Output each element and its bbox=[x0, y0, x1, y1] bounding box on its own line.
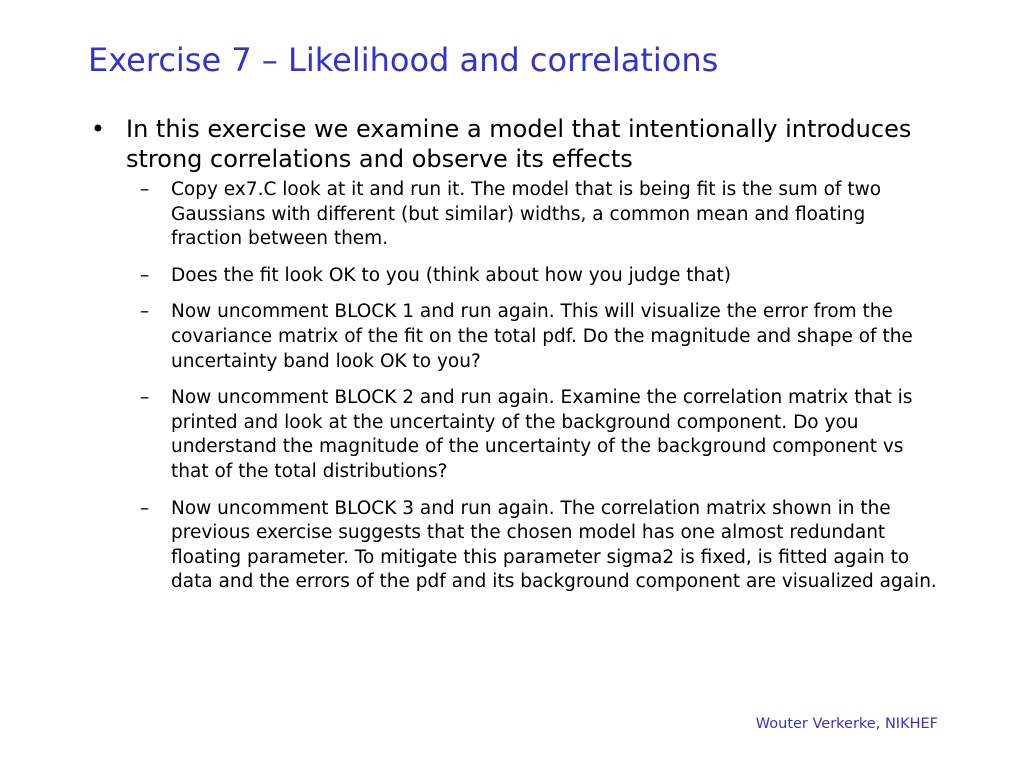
bullet-item bbox=[88, 114, 968, 174]
bullet-list bbox=[88, 114, 968, 607]
sub-bullet-text: Does the fit look OK to you (think about how you judge that) bbox=[171, 264, 732, 286]
dash-icon: – bbox=[140, 387, 150, 409]
sub-bullet-item-1 bbox=[140, 178, 940, 252]
footer-author: Wouter Verkerke, NIKHEF bbox=[755, 716, 938, 732]
sub-bullet-item-3 bbox=[140, 300, 940, 374]
sub-bullet-text: Now uncomment BLOCK 2 and run again. Examine the correlation matrix that is printed and look at the uncertainty of the background component. Do you understand the magnitude of the uncertainty of the background component vs that of the total distributions? bbox=[171, 387, 913, 482]
sub-bullet-item-2 bbox=[140, 264, 940, 289]
slide-title: Exercise 7 – Likelihood and correlations bbox=[88, 41, 719, 79]
bullet-text: In this exercise we examine a model that intentionally introduces strong correlations and observe its effects bbox=[126, 115, 912, 173]
sub-bullet-item-4 bbox=[140, 386, 940, 484]
dash-icon: – bbox=[140, 264, 150, 286]
dash-icon: – bbox=[140, 497, 150, 519]
sub-bullet-text: Now uncomment BLOCK 3 and run again. The correlation matrix shown in the previous exercise suggests that the chosen model has one almost redundant floating parameter. To mitigate this parameter sigma2 is fixed, is fitted again to data and the errors of the pdf and its background component are visualized again. bbox=[171, 497, 937, 593]
sub-bullet-text: Copy ex7.C look at it and run it. The model that is being fit is the sum of two Gaussians with different (but similar) widths, a common mean and floating fraction between them. bbox=[171, 179, 882, 250]
sub-bullet-item-5 bbox=[140, 497, 940, 595]
sub-bullet-text: Now uncomment BLOCK 1 and run again. This will visualize the error from the covariance matrix of the fit on the total pdf. Do the magnitude and shape of the uncertainty band look OK to you? bbox=[171, 301, 913, 372]
bullet-dot-icon: • bbox=[90, 115, 106, 143]
dash-icon: – bbox=[140, 301, 150, 323]
dash-icon: – bbox=[140, 179, 150, 200]
sub-bullet-list bbox=[140, 178, 940, 595]
